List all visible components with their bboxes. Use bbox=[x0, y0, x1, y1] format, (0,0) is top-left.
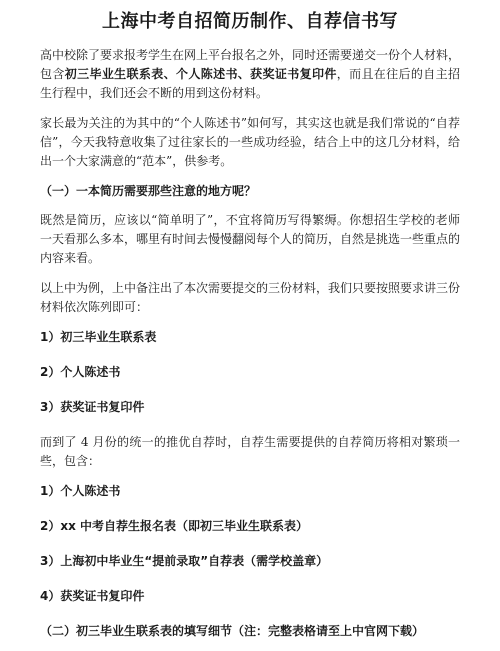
list-item: 1）个人陈述书 bbox=[40, 484, 121, 498]
document-title: 上海中考自招简历制作、自荐信书写 bbox=[102, 11, 398, 32]
intro-text-post: ，而且在往后的自主招生行程中，我们还会不断的用到这份材料。 bbox=[40, 67, 460, 100]
intro-text-bold: 初三毕业生联系表、个人陈述书、获奖证书复印件 bbox=[64, 67, 337, 81]
paragraph-resume-simplicity: 既然是简历，应该以“简单明了”，不宜将简历写得繁缛。你想招生学校的老师一天看那么多本，哪里有时间去慢慢翻阅每个人的简历，自然是挑选一些重点的内容来看。 bbox=[40, 213, 461, 265]
paragraph-shangzhong-example: 以上中为例，上中备注出了本次需要提交的三份材料，我们只要按照要求讲三份材料依次陈列即可： bbox=[40, 281, 461, 314]
list-item: 2）xx 中考自荐生报名表（即初三毕业生联系表） bbox=[40, 519, 309, 533]
list-item: 3）上海初中毕业生“提前录取”自荐表（需学校盖章） bbox=[40, 554, 329, 568]
list-item: 1）初三毕业生联系表 bbox=[40, 330, 157, 344]
paragraph-parents-focus: 家长最为关注的为其中的“个人陈述书”如何写，其实这也就是我们常说的“自荐信”，今天我特意收集了过往家长的一些成功经验，结合上中的这几分材料，给出一个大家满意的“范本”，供参考。 bbox=[40, 116, 460, 168]
list-item: 3）获奖证书复印件 bbox=[40, 400, 145, 414]
list-item: 2）个人陈述书 bbox=[40, 365, 121, 379]
section-heading-1: （一）一本简历需要那些注意的地方呢？ bbox=[40, 184, 257, 198]
intro-text-pre: 高中校除了要求报考学生在网上平台报名之外，同时还需要递交一份个人材料，包含 bbox=[40, 48, 461, 81]
paragraph-april-recommendation: 而到了 4 月份的统一的推优自荐时，自荐生需要提供的自荐简历将相对繁琐一些，包含： bbox=[40, 435, 460, 468]
paragraph-intro bbox=[40, 46, 460, 103]
list-item: 4）获奖证书复印件 bbox=[40, 589, 145, 603]
section-heading-2: （二）初三毕业生联系表的填写细节（注：完整表格请至上中官网下载） bbox=[40, 624, 425, 638]
